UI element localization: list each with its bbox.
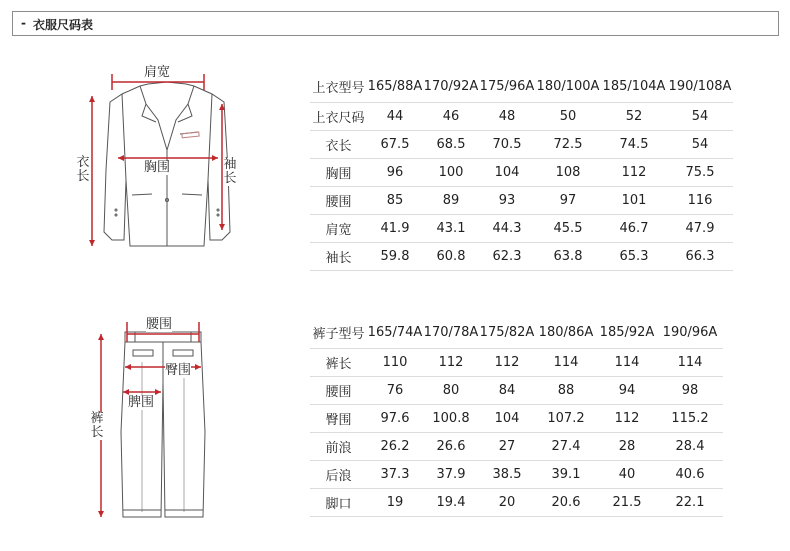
table-cell: 180/86A	[535, 318, 597, 348]
pants-diagram	[85, 312, 225, 527]
table-cell: 41.9	[367, 214, 423, 242]
jacket-shoulder-label: 肩宽	[144, 65, 171, 80]
table-cell: 89	[423, 186, 479, 214]
table-cell: 190/96A	[657, 318, 723, 348]
jacket-size-table	[310, 72, 733, 271]
table-cell: 48	[479, 102, 535, 130]
table-cell: 46.7	[601, 214, 667, 242]
table-row	[310, 376, 723, 404]
table-cell: 38.5	[479, 460, 535, 488]
table-cell: 59.8	[367, 242, 423, 270]
table-cell: 70.5	[479, 130, 535, 158]
table-cell: 40	[597, 460, 657, 488]
table-cell: 101	[601, 186, 667, 214]
table-cell: 85	[367, 186, 423, 214]
table-cell: 臀围	[310, 404, 367, 432]
table-cell: 袖长	[310, 242, 367, 270]
table-header-row	[310, 318, 723, 348]
jacket-sleeve-label: 袖长	[223, 157, 237, 186]
table-cell: 114	[657, 348, 723, 376]
table-cell: 110	[367, 348, 423, 376]
table-cell: 40.6	[657, 460, 723, 488]
table-cell: 脚口	[310, 488, 367, 516]
table-cell: 97.6	[367, 404, 423, 432]
table-cell: 46	[423, 102, 479, 130]
table-cell: 98	[657, 376, 723, 404]
table-cell: 114	[597, 348, 657, 376]
table-cell: 170/92A	[423, 72, 479, 102]
table-cell: 94	[597, 376, 657, 404]
jacket-length-label: 衣长	[76, 155, 90, 184]
table-cell: 54	[667, 102, 733, 130]
table-cell: 180/100A	[535, 72, 601, 102]
pants-waist-label: 腰围	[146, 317, 173, 332]
table-row	[310, 214, 733, 242]
table-cell: 19	[367, 488, 423, 516]
table-cell: 112	[601, 158, 667, 186]
table-cell: 52	[601, 102, 667, 130]
table-cell: 175/82A	[479, 318, 535, 348]
table-cell: 165/88A	[367, 72, 423, 102]
table-cell: 104	[479, 158, 535, 186]
table-cell: 62.3	[479, 242, 535, 270]
table-cell: 185/92A	[597, 318, 657, 348]
table-cell: 112	[479, 348, 535, 376]
pants-size-table	[310, 318, 723, 517]
table-cell: 67.5	[367, 130, 423, 158]
table-cell: 100	[423, 158, 479, 186]
table-cell: 胸围	[310, 158, 367, 186]
table-cell: 45.5	[535, 214, 601, 242]
table-cell: 96	[367, 158, 423, 186]
pants-thigh-label: 脾围	[128, 395, 155, 410]
jacket-chest-label: 胸围	[144, 160, 171, 175]
table-cell: 21.5	[597, 488, 657, 516]
table-row	[310, 102, 733, 130]
table-row	[310, 158, 733, 186]
table-cell: 前浪	[310, 432, 367, 460]
table-cell: 47.9	[667, 214, 733, 242]
table-cell: 88	[535, 376, 597, 404]
table-cell: 后浪	[310, 460, 367, 488]
table-cell: 185/104A	[601, 72, 667, 102]
table-cell: 裤子型号	[310, 318, 367, 348]
table-cell: 腰围	[310, 376, 367, 404]
table-cell: 44.3	[479, 214, 535, 242]
table-cell: 115.2	[657, 404, 723, 432]
table-cell: 175/96A	[479, 72, 535, 102]
table-row	[310, 404, 723, 432]
table-cell: 27.4	[535, 432, 597, 460]
table-cell: 20.6	[535, 488, 597, 516]
table-cell: 66.3	[667, 242, 733, 270]
header-title: 衣服尺码表	[33, 18, 94, 32]
table-cell: 108	[535, 158, 601, 186]
table-cell: 80	[423, 376, 479, 404]
table-row	[310, 130, 733, 158]
table-cell: 26.2	[367, 432, 423, 460]
table-cell: 裤长	[310, 348, 367, 376]
table-cell: 170/78A	[423, 318, 479, 348]
pants-length-label: 裤长	[90, 411, 104, 440]
table-row	[310, 242, 733, 270]
jacket-diagram	[70, 60, 250, 255]
table-cell: 100.8	[423, 404, 479, 432]
table-header-row	[310, 72, 733, 102]
table-cell: 165/74A	[367, 318, 423, 348]
table-cell: 28.4	[657, 432, 723, 460]
table-cell: 39.1	[535, 460, 597, 488]
table-cell: 65.3	[601, 242, 667, 270]
header-bullet: -	[21, 16, 26, 30]
table-cell: 衣长	[310, 130, 367, 158]
table-cell: 63.8	[535, 242, 601, 270]
table-cell: 26.6	[423, 432, 479, 460]
table-cell: 44	[367, 102, 423, 130]
table-cell: 22.1	[657, 488, 723, 516]
table-cell: 93	[479, 186, 535, 214]
table-cell: 27	[479, 432, 535, 460]
table-row	[310, 460, 723, 488]
table-cell: 68.5	[423, 130, 479, 158]
table-cell: 20	[479, 488, 535, 516]
table-cell: 60.8	[423, 242, 479, 270]
table-cell: 54	[667, 130, 733, 158]
table-row	[310, 432, 723, 460]
table-cell: 74.5	[601, 130, 667, 158]
table-cell: 112	[597, 404, 657, 432]
table-cell: 112	[423, 348, 479, 376]
table-cell: 肩宽	[310, 214, 367, 242]
table-cell: 84	[479, 376, 535, 404]
table-cell: 37.9	[423, 460, 479, 488]
table-cell: 190/108A	[667, 72, 733, 102]
pants-hip-label: 臀围	[165, 363, 192, 378]
table-cell: 114	[535, 348, 597, 376]
table-cell: 28	[597, 432, 657, 460]
table-cell: 腰围	[310, 186, 367, 214]
table-row	[310, 488, 723, 516]
table-cell: 76	[367, 376, 423, 404]
table-cell: 19.4	[423, 488, 479, 516]
table-cell: 107.2	[535, 404, 597, 432]
table-cell: 97	[535, 186, 601, 214]
table-cell: 上衣尺码	[310, 102, 367, 130]
table-cell: 上衣型号	[310, 72, 367, 102]
table-row	[310, 186, 733, 214]
table-cell: 75.5	[667, 158, 733, 186]
table-row	[310, 348, 723, 376]
table-cell: 50	[535, 102, 601, 130]
section-header	[12, 11, 779, 36]
table-cell: 104	[479, 404, 535, 432]
table-cell: 116	[667, 186, 733, 214]
table-cell: 43.1	[423, 214, 479, 242]
pants-outline-image	[85, 312, 225, 527]
table-cell: 72.5	[535, 130, 601, 158]
table-cell: 37.3	[367, 460, 423, 488]
